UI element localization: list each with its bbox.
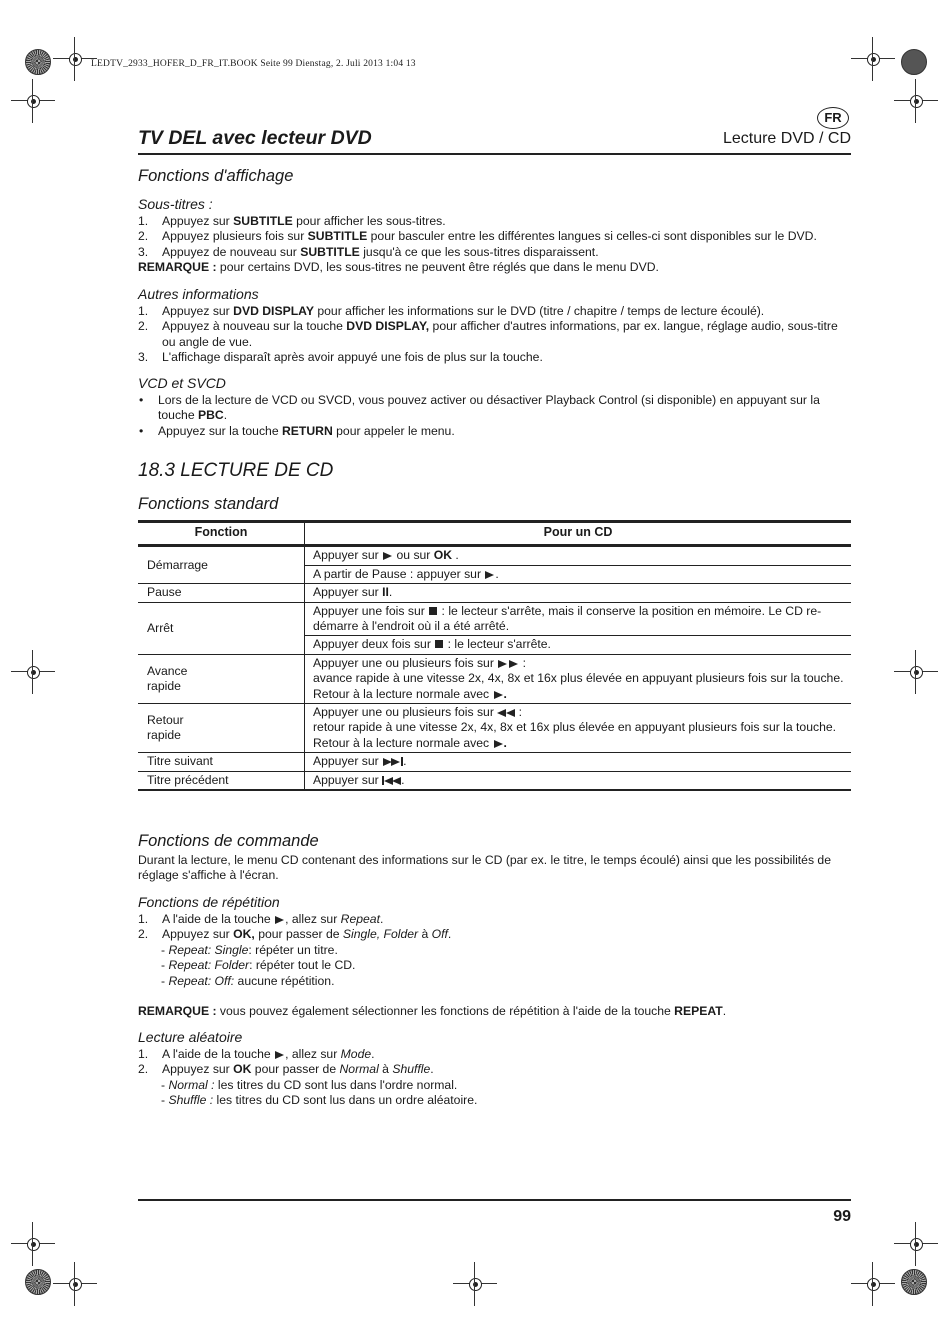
- list-item: 1. Appuyez sur DVD DISPLAY pour afficher les informations sur le DVD (titre / chapitre / temps de lecture écoulé).: [138, 304, 765, 318]
- random-section: [138, 1029, 850, 1109]
- right-arrow-icon: [275, 1051, 284, 1059]
- table-row: Titre suivant Appuyer sur .: [138, 753, 851, 771]
- random-heading: Lecture aléatoire: [138, 1029, 243, 1045]
- registration-dial: [25, 1269, 51, 1295]
- document-title: TV DEL avec lecteur DVD: [138, 127, 372, 149]
- play-icon: [383, 552, 392, 560]
- rewind-icon: [497, 709, 506, 717]
- sub-item: - Repeat: Folder: répéter tout le CD.: [161, 958, 356, 973]
- list-item: 1. A l'aide de la touche , allez sur Mode.: [138, 1047, 375, 1061]
- play-icon: [494, 691, 503, 699]
- crop-mark: [65, 49, 85, 69]
- repeat-note: REMARQUE : vous pouvez également sélectionner les fonctions de répétition à l'aide de la touche REPEAT.: [138, 1004, 727, 1018]
- bullet-item: • Lors de la lecture de VCD ou SVCD, vous pouvez activer ou désactiver Playback Control (si disponible) en appuyant sur la touche PBC.: [139, 393, 820, 423]
- sub-item: - Shuffle : les titres du CD sont lus dans un ordre aléatoire.: [161, 1093, 478, 1108]
- table-row: Pause Appuyer sur II.: [138, 584, 851, 602]
- registration-dial: [901, 49, 927, 75]
- page-number: 99: [833, 1208, 851, 1225]
- crop-mark: [906, 662, 926, 682]
- cd-section-heading: 18.3 LECTURE DE CD: [138, 460, 334, 481]
- list-item: 2. Appuyez sur OK pour passer de Normal à Shuffle.: [138, 1062, 434, 1077]
- crop-mark: [906, 1234, 926, 1254]
- subtitles-heading: Sous-titres :: [138, 196, 213, 212]
- registration-dial: [901, 1269, 927, 1295]
- fast-forward-icon: [498, 660, 507, 668]
- table-row: Arrêt Appuyer une fois sur : le lecteur s'arrête, mais il conserve la position en mémoire. Le CD re-démarre à l'endroit où il a été arrêté.: [138, 602, 851, 636]
- stop-icon: [435, 640, 443, 648]
- rewind-icon: [506, 709, 515, 717]
- list-item: 1. A l'aide de la touche , allez sur Repeat.: [138, 912, 384, 926]
- list-item: 3. L'affichage disparaît après avoir appuyé une fois de plus sur la touche.: [138, 350, 543, 365]
- command-functions-heading: Fonctions de commande: [138, 832, 319, 850]
- list-item: 2. Appuyez à nouveau sur la touche DVD DISPLAY, pour afficher d'autres informations, par ex. langue, réglage audio, sous-titre ou angle de vue.: [138, 319, 838, 349]
- fast-forward-icon: [509, 660, 518, 668]
- subtitles-section: [138, 196, 850, 276]
- crop-mark: [23, 662, 43, 682]
- header-rule: [138, 153, 851, 155]
- table-row: A partir de Pause : appuyer sur .: [138, 565, 851, 583]
- crop-mark: [863, 1274, 883, 1294]
- list-item: 3. Appuyez de nouveau sur SUBTITLE jusqu'à ce que les sous-titres disparaissent.: [138, 244, 599, 259]
- crop-mark: [23, 1234, 43, 1254]
- display-functions-heading: Fonctions d'affichage: [138, 167, 294, 185]
- next-track-icon: [391, 758, 400, 766]
- repeat-heading: Fonctions de répétition: [138, 894, 280, 910]
- standard-functions-heading: Fonctions standard: [138, 495, 279, 513]
- vcd-heading: VCD et SVCD: [138, 375, 226, 391]
- sub-item: - Repeat: Single: répéter un titre.: [161, 942, 338, 957]
- list-item: 1. Appuyez sur SUBTITLE pour afficher les sous-titres.: [138, 214, 446, 228]
- other-info-heading: Autres informations: [138, 286, 259, 302]
- column-header: Pour un CD: [305, 522, 852, 546]
- table-row: Démarrage Appuyer sur ou sur OK .: [138, 546, 851, 565]
- play-icon: [494, 740, 503, 748]
- sub-item: - Normal : les titres du CD sont lus dans l'ordre normal.: [161, 1077, 458, 1092]
- table-row: Titre précédent Appuyer sur .: [138, 771, 851, 790]
- right-arrow-icon: [275, 916, 284, 924]
- vcd-section: [138, 375, 850, 439]
- footer-rule: [138, 1199, 851, 1201]
- crop-mark: [65, 1274, 85, 1294]
- cd-functions-table: [138, 520, 851, 791]
- crop-mark: [465, 1274, 485, 1294]
- list-item: 2. Appuyez sur OK, pour passer de Single, Folder à Off.: [138, 927, 452, 942]
- stop-icon: [429, 607, 437, 615]
- table-row: Appuyer deux fois sur : le lecteur s'arrête.: [138, 636, 851, 654]
- crop-mark: [863, 49, 883, 69]
- print-meta-line: LEDTV_2933_HOFER_D_FR_IT.BOOK Seite 99 Dienstag, 2. Juli 2013 1:04 13: [91, 59, 416, 69]
- crop-mark: [23, 91, 43, 111]
- table-row: Avance rapide Appuyer une ou plusieurs fois sur : avance rapide à une vitesse 2x, 4x, 8x et 16x plus élevée en appuyant plusieurs fois sur la touche. Retour à la lecture normale avec .: [138, 654, 851, 703]
- column-header: Fonction: [138, 522, 305, 546]
- bullet-item: • Appuyez sur la touche RETURN pour appeler le menu.: [139, 423, 455, 438]
- other-info-section: [138, 286, 850, 366]
- sub-item: - Repeat: Off: aucune répétition.: [161, 973, 335, 988]
- registration-dial: [25, 49, 51, 75]
- subtitles-note: REMARQUE : pour certains DVD, les sous-titres ne peuvent être réglés que dans le menu DVD.: [138, 260, 659, 275]
- table-row: Retour rapide Appuyer une ou plusieurs fois sur : retour rapide à une vitesse 2x, 4x, 8x et 16x plus élevée en appuyant plusieurs fois sur la touche. Retour à la lecture normale avec .: [138, 704, 851, 753]
- repeat-section: [138, 894, 850, 989]
- section-header: Lecture DVD / CD: [722, 130, 851, 147]
- play-icon: [485, 571, 494, 579]
- crop-mark: [906, 91, 926, 111]
- list-item: 2. Appuyez plusieurs fois sur SUBTITLE pour basculer entre les différentes langues si celles-ci sont disponibles sur le DVD.: [138, 229, 817, 244]
- command-intro: Durant la lecture, le menu CD contenant des informations sur le CD (par ex. le titre, le temps écoulé) ainsi que les possibilités de réglage s'affiche à l'écran.: [138, 853, 831, 883]
- language-badge: FR: [817, 107, 849, 129]
